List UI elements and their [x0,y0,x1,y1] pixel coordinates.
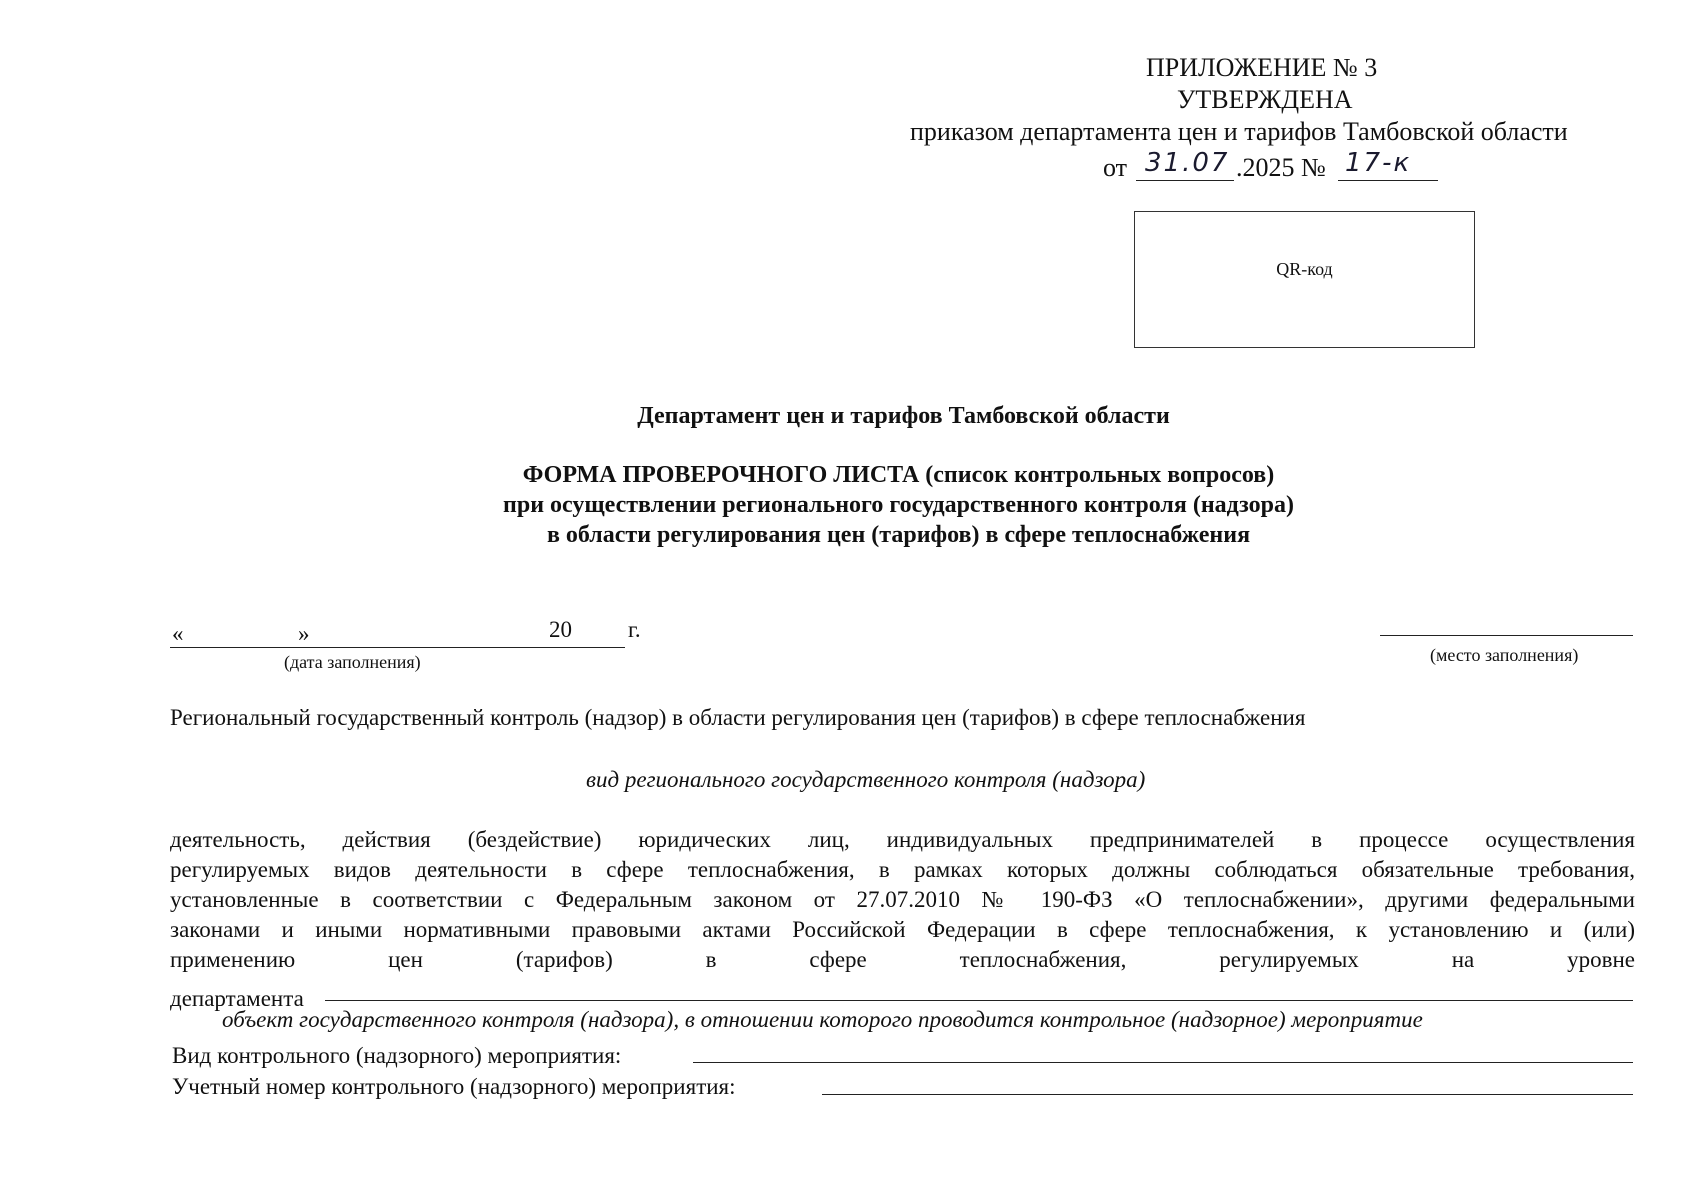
object-line5: применению цен (тарифов) в сфере теплоснабжения, регулируемых на уровне [170,947,1635,972]
fill-date-year-prefix: 20 [549,617,572,642]
approved-label: УТВЕРЖДЕНА [1177,85,1353,114]
object-line3: установленные в соответствии с Федеральным законом от 27.07.2010 № 190-ФЗ «О теплоснабжении», другими федеральными [170,887,1635,912]
order-date-underline [1136,180,1234,181]
form-title-line1: ФОРМА ПРОВЕРОЧНОГО ЛИСТА (список контрольных вопросов) [522,462,1275,488]
order-date-handwritten: 31.07 [1145,148,1230,178]
fill-place-caption: (место заполнения) [1430,645,1579,665]
order-date-prefix: от [1103,153,1128,182]
object-line6-underline[interactable] [325,1000,1633,1001]
appendix-number: ПРИЛОЖЕНИЕ № 3 [1146,53,1378,82]
fill-date-line[interactable] [170,647,625,648]
order-number-underline [1338,180,1438,181]
department-name: Департамент цен и тарифов Тамбовской области [637,403,1170,429]
control-type-caption: вид регионального государственного контроля (надзора) [586,767,1146,792]
order-number-handwritten: 17-к [1345,148,1412,178]
object-line4: законами и иными нормативными правовыми актами Российской Федерации в сфере теплоснабжения, к установлению и (или) [170,917,1635,942]
fill-date-quote-close: » [298,621,310,646]
control-type-value: Региональный государственный контроль (надзор) в области регулирования цен (тарифов) в сфере теплоснабжения [170,705,1306,730]
object-line6: департамента [170,986,304,1011]
form-title-line3: в области регулирования цен (тарифов) в сфере теплоснабжения [546,522,1251,548]
fill-place-line[interactable] [1380,635,1633,636]
order-line: приказом департамента цен и тарифов Тамбовской области [910,117,1568,146]
form-title-line2: при осуществлении регионального государственного контроля (надзора) [503,492,1294,518]
fill-date-quote-open: « [172,621,184,646]
object-line2: регулируемых видов деятельности в сфере теплоснабжения, в рамках которых должны соблюдаться обязательные требования, [170,857,1635,882]
event-type-field[interactable] [693,1062,1633,1063]
event-type-label: Вид контрольного (надзорного) мероприятия: [172,1043,622,1068]
object-line1: деятельность, действия (бездействие) юридических лиц, индивидуальных предпринимателей в процессе осуществления [170,827,1635,852]
fill-date-year-suffix: г. [628,617,641,642]
qr-code-box [1134,211,1475,348]
fill-date-caption: (дата заполнения) [284,652,421,672]
event-number-label: Учетный номер контрольного (надзорного) мероприятия: [172,1074,736,1099]
order-date-suffix: .2025 № [1236,153,1326,182]
object-caption: объект государственного контроля (надзора), в отношении которого проводится контрольное (надзорное) мероприятие [222,1007,1423,1032]
event-number-field[interactable] [822,1094,1633,1095]
qr-code-label: QR-код [1276,259,1333,279]
object-description [170,825,1635,975]
